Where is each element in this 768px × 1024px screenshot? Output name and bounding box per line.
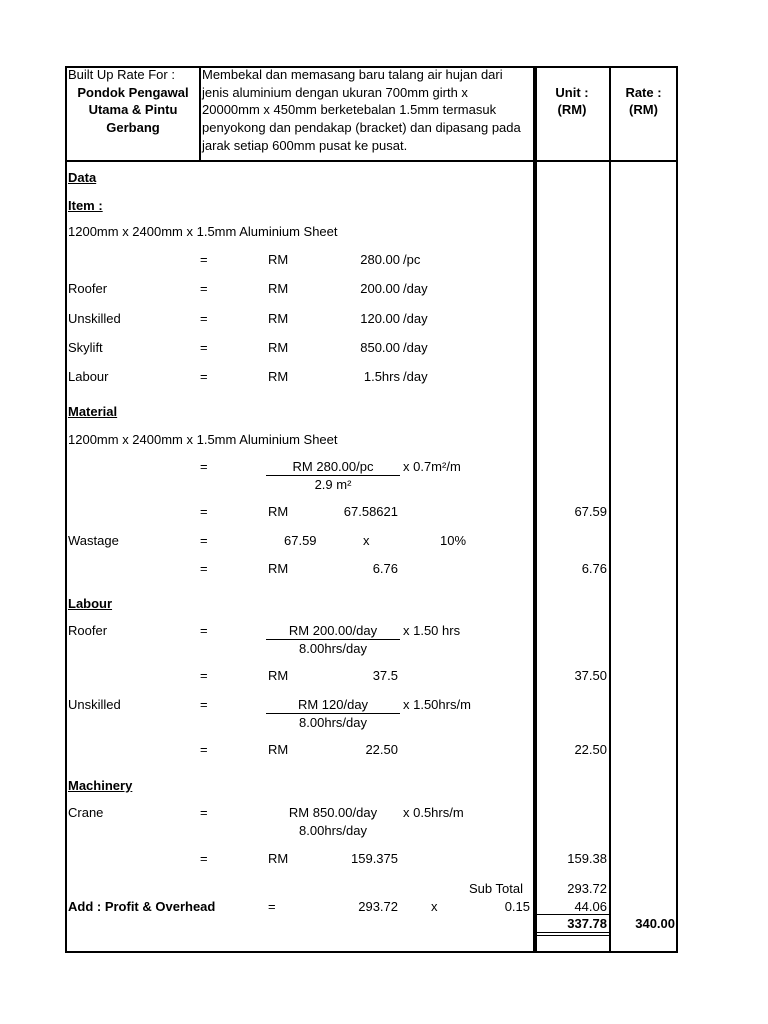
material-result-eq: = [200,504,208,519]
wastage-result-cur: RM [268,561,289,576]
unskilled-unit-value: 22.50 [574,742,607,757]
profit-x: x [431,899,438,914]
roofer-multiplier: x 1.50 hrs [403,623,461,638]
built-up-label: Built Up Rate For : [68,67,175,82]
wastage-unit-value: 6.76 [581,561,607,576]
crane-denominator: 8.00hrs/day [299,823,367,838]
roofer-denominator: 8.00hrs/day [299,641,367,656]
profit-eq: = [268,899,276,914]
roofer-label: Roofer [68,623,108,638]
col-divider-1 [199,68,201,162]
wastage-base: 67.59 [284,533,317,548]
crane-result-value: 159.375 [351,851,398,866]
description-line-5: jarak setiap 600mm pusat ke pusat. [202,138,408,153]
roofer-numerator: RM 200.00/day [288,623,378,638]
description-line-1: Membekal dan memasang baru talang air hujan dari [202,67,503,82]
machinery-title: Machinery [68,778,133,793]
profit-base: 293.72 [358,899,398,914]
material-title: Material [68,404,118,419]
crane-result-cur: RM [268,851,289,866]
material-result-value: 67.58621 [343,504,398,519]
crane-eq: = [200,805,208,820]
unskilled-multiplier: x 1.50hrs/m [403,697,471,712]
rate-value: 340.00 [635,916,675,931]
roofer-result-value: 37.5 [372,668,398,683]
unskilled-result-eq: = [200,742,208,757]
roofer-unit-value: 37.50 [574,668,607,683]
roofer-result-cur: RM [268,668,289,683]
profit-label: Add : Profit & Overhead [68,899,216,914]
unskilled-label: Unskilled [68,697,121,712]
crane-unit-value: 159.38 [567,851,607,866]
material-unit-value: 67.59 [574,504,607,519]
total-value: 337.78 [567,916,607,931]
subtotal-value: 293.72 [567,881,607,896]
wastage-x: x [363,533,370,548]
header-divider [67,160,676,162]
description-line-3: 20000mm x 450mm berketebalan 1.5mm termasuk [202,102,497,117]
unskilled-eq: = [200,697,208,712]
description-line-4: penyokong dan pendakap (bracket) dan dipasang pada [202,120,521,135]
profit-rate: 0.15 [504,899,530,914]
crane-multiplier: x 0.5hrs/m [403,805,464,820]
labour-title: Labour [68,596,113,611]
project-line-2: Utama & Pintu [88,102,178,117]
wastage-result-value: 6.76 [372,561,398,576]
crane-numerator: RM 850.00/day [288,805,378,820]
data-title: Data [68,170,97,185]
wastage-pct: 10% [440,533,467,548]
unskilled-numerator: RM 120/day [297,697,369,712]
unskilled-denominator: 8.00hrs/day [299,715,367,730]
roofer-result-eq: = [200,668,208,683]
wastage-eq: = [200,533,208,548]
wastage-label: Wastage [68,533,119,548]
col-divider-4 [609,68,611,953]
material-eq: = [200,459,208,474]
rate-header-sub: (RM) [629,102,658,117]
project-line-1: Pondok Pengawal [77,85,189,100]
unit-header: Unit : [555,85,589,100]
unit-header-sub: (RM) [557,102,587,117]
material-denominator: 2.9 m² [314,477,352,492]
project-line-3: Gerbang [106,120,160,135]
material-multiplier: x 0.7m²/m [403,459,461,474]
item-title: Item : [68,198,103,213]
roofer-eq: = [200,623,208,638]
subtotal-label: Sub Total [469,881,523,896]
profit-value: 44.06 [574,899,607,914]
data-sheet-item: 1200mm x 2400mm x 1.5mm Aluminium Sheet [68,224,338,239]
material-result-cur: RM [268,504,289,519]
crane-result-eq: = [200,851,208,866]
crane-label: Crane [68,805,104,820]
material-sheet-item: 1200mm x 2400mm x 1.5mm Aluminium Sheet [68,432,338,447]
wastage-result-eq: = [200,561,208,576]
material-numerator: RM 280.00/pc [292,459,374,474]
rate-header: Rate : [625,85,662,100]
description-line-2: jenis aluminium dengan ukuran 700mm girth x [202,85,468,100]
unskilled-result-value: 22.50 [365,742,398,757]
total-double-rule [535,932,609,936]
unskilled-result-cur: RM [268,742,289,757]
